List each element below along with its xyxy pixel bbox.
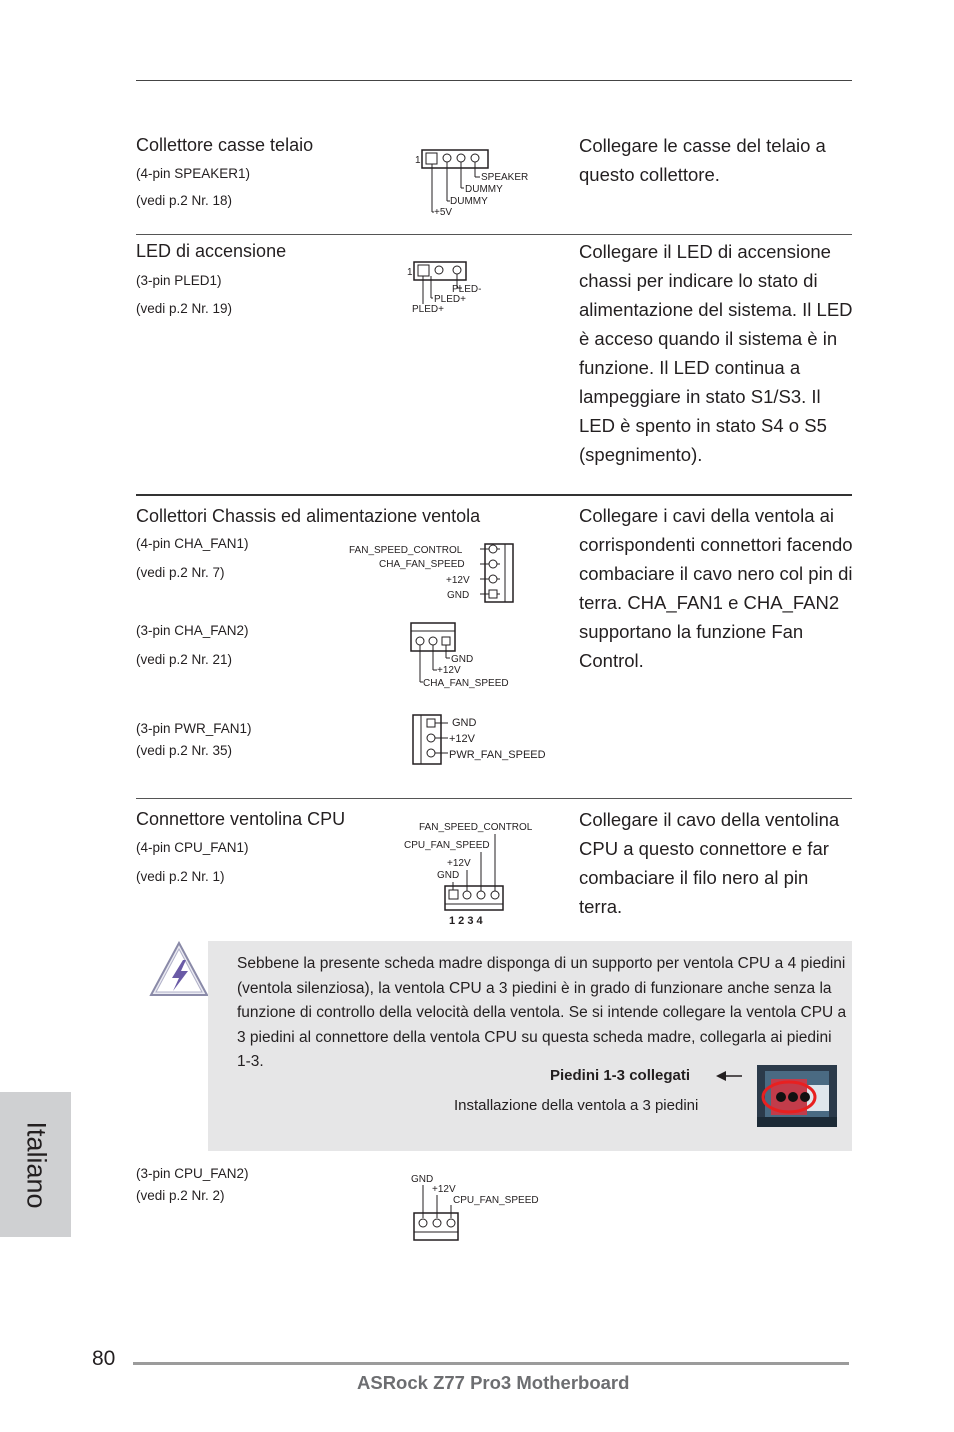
fan-install-photo [757,1065,837,1132]
svg-text:+5V: +5V [434,207,453,218]
arrow-left-icon [714,1068,744,1089]
svg-text:CPU_FAN_SPEED: CPU_FAN_SPEED [404,840,490,851]
cpu-fan1-pins: (4-pin CPU_FAN1) [136,840,249,855]
cpu-fan2-diagram [408,1168,548,1249]
pwr-fan1-diagram [410,712,550,773]
svg-text:CHA_FAN_SPEED: CHA_FAN_SPEED [379,559,465,570]
svg-text:SPEAKER: SPEAKER [481,172,529,183]
power-led-description: Collegare il LED di accensione chassi per indicare lo stato di alimentazione del sistema. Il LED è acceso quando il sistema è in funzione. Il LED continua a lampeggiare in stato S1/S3. Il LED è spento in stato S4 o S5 (spegnimento). [579,241,853,465]
svg-text:GND: GND [411,1174,434,1185]
speaker-header-pins: (4-pin SPEAKER1) [136,166,251,181]
cha-fan1-pins: (4-pin CHA_FAN1) [136,536,249,551]
fan-headers-title: Collettori Chassis ed alimentazione ventola [136,506,481,526]
pwr-fan1-pins: (3-pin PWR_FAN1) [136,721,252,736]
svg-text:FAN_SPEED_CONTROL: FAN_SPEED_CONTROL [349,545,463,556]
warning-icon [148,940,210,1003]
svg-text:PLED+: PLED+ [434,294,466,305]
page-number: 80 [92,1347,116,1370]
cpu-fan-title: Connettore ventolina CPU [136,809,346,829]
svg-text:1: 1 [407,267,413,278]
divider-2 [136,494,852,496]
speaker-header-title: Collettore casse telaio [136,135,314,155]
language-tab [0,1092,71,1237]
cha-fan1-ref: (vedi p.2 Nr. 7) [136,565,225,580]
power-led-diagram [406,258,496,323]
power-led-ref: (vedi p.2 Nr. 19) [136,301,233,316]
speaker-header-description: Collegare le casse del telaio a questo collettore. [579,135,826,185]
svg-text:1: 1 [415,155,421,166]
top-rule [136,80,852,81]
footer-rule [133,1362,849,1365]
svg-text:GND: GND [437,870,460,881]
svg-text:+12V: +12V [437,665,461,676]
power-led-title: LED di accensione [136,241,287,261]
pwr-fan1-ref: (vedi p.2 Nr. 35) [136,743,233,758]
divider-3 [136,798,852,799]
language-tab-label: Italiano [21,1120,51,1209]
svg-text:FAN_SPEED_CONTROL: FAN_SPEED_CONTROL [419,822,533,833]
svg-text:+12V: +12V [446,575,470,586]
svg-text:PLED+: PLED+ [412,304,444,315]
svg-text:+12V: +12V [449,733,475,745]
note-text: Sebbene la presente scheda madre disponga di un supporto per ventola CPU a 4 piedini (ventola silenziosa), la ventola CPU a 3 piedini è in grado di funzionare anche senza la funzione di controllo della velocità della ventola. Se si intende collegare la ventola CPU a 3 piedini al connettore della ventola CPU su questa scheda madre, collegarla ai piedini 1-3. [237,955,847,1070]
svg-text:PLED-: PLED- [452,284,482,295]
cpu-fan1-ref: (vedi p.2 Nr. 1) [136,869,225,884]
cpu-fan2-pins: (3-pin CPU_FAN2) [136,1166,249,1181]
cha-fan1-diagram [346,538,521,613]
install-3pin-label: Installazione della ventola a 3 piedini [454,1097,699,1114]
svg-text:+12V: +12V [432,1184,456,1195]
svg-text:DUMMY: DUMMY [465,184,503,195]
footer-product: ASRock Z77 Pro3 Motherboard [357,1372,630,1393]
pins-connected-label: Piedini 1-3 collegati [550,1067,691,1084]
svg-text:GND: GND [451,654,474,665]
speaker-header-diagram [414,146,534,225]
speaker-header-ref: (vedi p.2 Nr. 18) [136,193,233,208]
svg-text:1 2 3 4: 1 2 3 4 [449,915,483,927]
svg-text:DUMMY: DUMMY [450,196,488,207]
cha-fan2-pins: (3-pin CHA_FAN2) [136,623,249,638]
svg-text:CPU_FAN_SPEED: CPU_FAN_SPEED [453,1195,539,1206]
cpu-fan-description: Collegare il cavo della ventolina CPU a questo connettore e far combaciare il filo nero al pin terra. [579,809,840,917]
svg-text:GND: GND [447,590,470,601]
cpu-fan1-diagram [402,814,542,935]
svg-text:GND: GND [452,717,477,729]
fan-headers-description: Collegare i cavi della ventola ai corrispondenti connettori facendo combaciare il cavo nero col pin di terra. CHA_FAN1 e CHA_FAN2 supportano la funzione Fan Control. [579,505,853,671]
divider-1 [136,234,852,235]
svg-text:PWR_FAN_SPEED: PWR_FAN_SPEED [449,749,546,761]
cpu-fan2-ref: (vedi p.2 Nr. 2) [136,1188,225,1203]
cha-fan2-diagram [408,620,520,697]
cha-fan2-ref: (vedi p.2 Nr. 21) [136,652,233,667]
power-led-pins: (3-pin PLED1) [136,273,222,288]
svg-text:CHA_FAN_SPEED: CHA_FAN_SPEED [423,678,509,689]
svg-text:+12V: +12V [447,858,471,869]
